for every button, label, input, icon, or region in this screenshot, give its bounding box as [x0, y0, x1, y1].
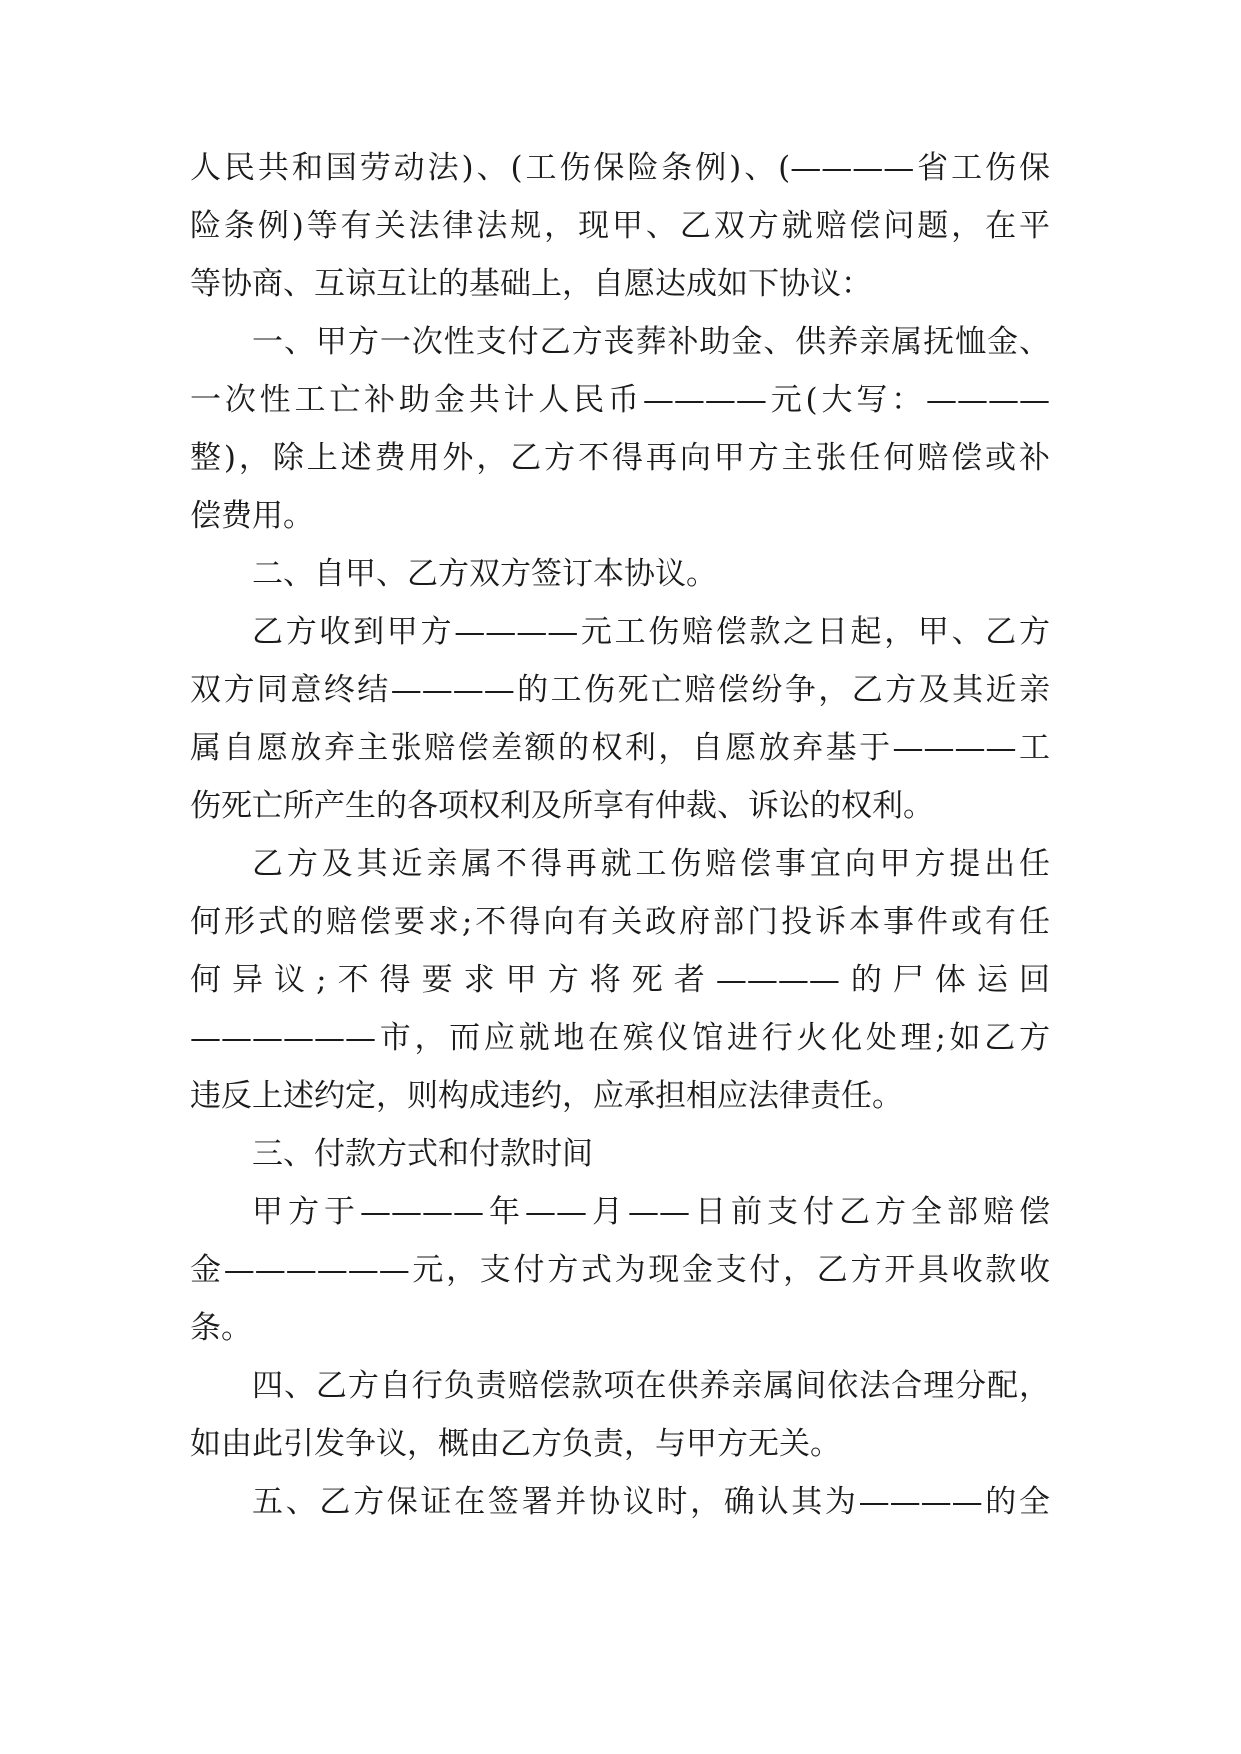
text-line: 条。: [190, 1310, 252, 1346]
text-line: 双方同意终结————的工伤死亡赔偿纷争，乙方及其近亲: [190, 672, 1050, 708]
text-line: 乙方及其近亲属不得再就工伤赔偿事宜向甲方提出任: [252, 846, 1050, 882]
text-line: 一、甲方一次性支付乙方丧葬补助金、供养亲属抚恤金、: [252, 324, 1050, 360]
text-line: 二、自甲、乙方双方签订本协议。: [252, 556, 717, 592]
text-line: ——————市，而应就地在殡仪馆进行火化处理;如乙方: [190, 1020, 1050, 1056]
text-line: 等协商、互谅互让的基础上，自愿达成如下协议：: [190, 266, 872, 302]
text-line: 属自愿放弃主张赔偿差额的权利，自愿放弃基于————工: [190, 730, 1050, 766]
text-line: 三、付款方式和付款时间: [252, 1136, 593, 1172]
text-line: 甲方于————年——月——日前支付乙方全部赔偿: [252, 1194, 1050, 1230]
text-line: 违反上述约定，则构成违约，应承担相应法律责任。: [190, 1078, 903, 1114]
text-line: 金——————元，支付方式为现金支付，乙方开具收款收: [190, 1252, 1050, 1288]
text-line: 何形式的赔偿要求;不得向有关政府部门投诉本事件或有任: [190, 904, 1050, 940]
text-line: 何异议;不得要求甲方将死者————的尸体运回: [190, 962, 1050, 998]
text-line: 伤死亡所产生的各项权利及所享有仲裁、诉讼的权利。: [190, 788, 934, 824]
text-line: 整)，除上述费用外，乙方不得再向甲方主张任何赔偿或补: [190, 440, 1050, 476]
text-line: 人民共和国劳动法)、(工伤保险条例)、(————省工伤保: [190, 150, 1050, 186]
text-line: 险条例)等有关法律法规，现甲、乙双方就赔偿问题，在平: [190, 208, 1050, 244]
text-line: 乙方收到甲方————元工伤赔偿款之日起，甲、乙方: [252, 614, 1050, 650]
text-line: 五、乙方保证在签署并协议时，确认其为————的全: [252, 1484, 1050, 1520]
text-line: 一次性工亡补助金共计人民币————元(大写：————: [190, 382, 1050, 418]
text-line: 偿费用。: [190, 498, 314, 534]
text-line: 四、乙方自行负责赔偿款项在供养亲属间依法合理分配，: [252, 1368, 1050, 1404]
text-line: 如由此引发争议，概由乙方负责，与甲方无关。: [190, 1426, 841, 1462]
